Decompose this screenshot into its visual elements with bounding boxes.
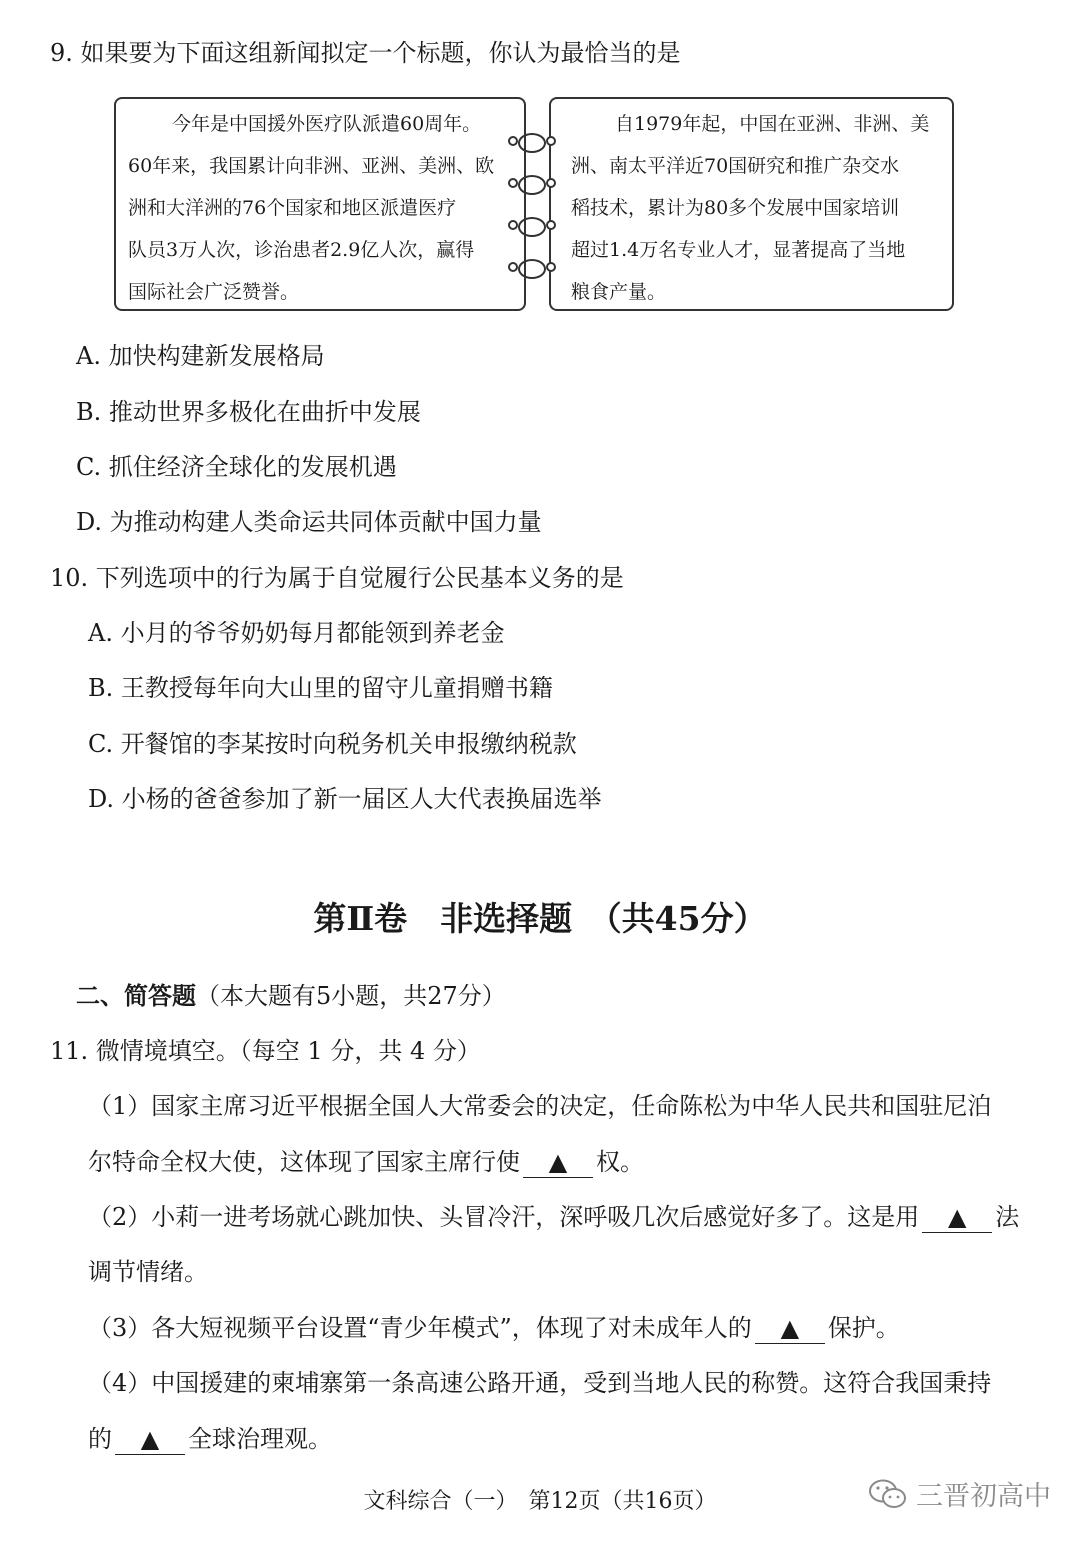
news-box-left — [114, 97, 526, 311]
q11-sub2-text-post: 法 — [995, 1203, 1020, 1231]
ring-hole-icon — [546, 220, 556, 230]
q11-sub1-line1: （1）国家主席习近平根据全国人大常委会的决定，任命陈松为中华人民共和国驻尼泊 — [88, 1092, 992, 1120]
q9-option-d: D. 为推动构建人类命运共同体贡献中国力量 — [76, 508, 542, 536]
part-heading — [76, 981, 506, 1011]
wechat-icon — [868, 1478, 908, 1510]
q11-sub3-text-pre: （3）各大短视频平台设置“青少年模式”，体现了对未成年人的 — [88, 1314, 752, 1342]
answer-blank-4[interactable]: ▲ — [115, 1424, 185, 1455]
page-footer: 文科综合（一） 第12页（共16页） — [363, 1489, 717, 1514]
ring-hole-icon — [508, 220, 518, 230]
q10-option-b: B. 王教授每年向大山里的留守儿童捐赠书籍 — [88, 674, 553, 702]
q11-sub4-text-post: 全球治理观。 — [188, 1425, 332, 1453]
news-box-right — [549, 97, 954, 311]
ring-icon — [518, 175, 546, 195]
q11-sub2-text-pre: （2）小莉一进考场就心跳加快、头冒冷汗，深呼吸几次后感觉好多了。这是用 — [88, 1203, 920, 1231]
watermark-text: 三晋初高中 — [916, 1481, 1051, 1512]
q11-sub4-line1: （4）中国援建的柬埔寨第一条高速公路开通，受到当地人民的称赞。这符合我国秉持 — [88, 1369, 992, 1397]
q11-sub3-text-post: 保护。 — [827, 1314, 900, 1342]
question-11-stem: 11. 微情境填空。（每空 1 分，共 4 分） — [50, 1037, 481, 1065]
ring-hole-icon — [508, 262, 518, 272]
ring-icon — [518, 259, 546, 279]
news-right-line-3: 稻技术，累计为80多个发展中国家培训 — [571, 197, 900, 219]
q11-sub1-text-post: 权。 — [596, 1148, 644, 1176]
q9-option-c: C. 抓住经济全球化的发展机遇 — [76, 453, 397, 481]
news-left-line-4: 队员3万人次，诊治患者2.9亿人次，赢得 — [128, 239, 475, 261]
section-title: 第Ⅱ卷 非选择题 （共45分） — [313, 899, 767, 938]
ring-hole-icon — [508, 136, 518, 146]
q11-sub1-text-pre: 尔特命全权大使，这体现了国家主席行使 — [88, 1148, 520, 1176]
q11-sub3-line — [88, 1313, 900, 1344]
news-right-line-2: 洲、南太平洋近70国研究和推广杂交水 — [571, 155, 900, 177]
q9-option-b: B. 推动世界多极化在曲折中发展 — [76, 398, 421, 426]
answer-blank-3[interactable]: ▲ — [755, 1313, 825, 1344]
part-label: 二、简答题 — [76, 981, 196, 1010]
question-9-stem: 9. 如果要为下面这组新闻拟定一个标题，你认为最恰当的是 — [50, 39, 681, 67]
question-10-stem: 10. 下列选项中的行为属于自觉履行公民基本义务的是 — [50, 564, 624, 592]
news-right-line-4: 超过1.4万名专业人才，显著提高了当地 — [571, 239, 906, 261]
q11-sub2-line2: 调节情绪。 — [88, 1258, 208, 1286]
q11-sub2-line1 — [88, 1202, 1019, 1233]
news-left-line-1: 今年是中国援外医疗队派遣60周年。 — [172, 113, 482, 135]
news-left-line-5: 国际社会广泛赞誉。 — [128, 281, 300, 303]
q9-option-a: A. 加快构建新发展格局 — [76, 342, 325, 370]
ring-hole-icon — [508, 178, 518, 188]
answer-blank-1[interactable]: ▲ — [523, 1147, 593, 1178]
q10-option-a: A. 小月的爷爷奶奶每月都能领到养老金 — [88, 619, 505, 647]
ring-icon — [518, 217, 546, 237]
ring-icon — [518, 133, 546, 153]
part-note: （本大题有5小题，共27分） — [196, 982, 506, 1010]
news-right-line-5: 粮食产量。 — [571, 281, 667, 303]
ring-hole-icon — [546, 136, 556, 146]
ring-hole-icon — [546, 262, 556, 272]
news-left-line-2: 60年来，我国累计向非洲、亚洲、美洲、欧 — [128, 155, 495, 177]
news-left-line-3: 洲和大洋洲的76个国家和地区派遣医疗 — [128, 197, 457, 219]
q10-option-d: D. 小杨的爸爸参加了新一届区人大代表换届选举 — [88, 785, 602, 813]
news-right-line-1: 自1979年起，中国在亚洲、非洲、美 — [615, 113, 930, 135]
watermark — [868, 1474, 1051, 1513]
ring-hole-icon — [546, 178, 556, 188]
q11-sub1-line2 — [88, 1147, 644, 1178]
q11-sub4-text-pre: 的 — [88, 1425, 112, 1453]
q11-sub4-line2 — [88, 1424, 332, 1455]
q10-option-c: C. 开餐馆的李某按时向税务机关申报缴纳税款 — [88, 730, 577, 758]
answer-blank-2[interactable]: ▲ — [922, 1202, 992, 1233]
